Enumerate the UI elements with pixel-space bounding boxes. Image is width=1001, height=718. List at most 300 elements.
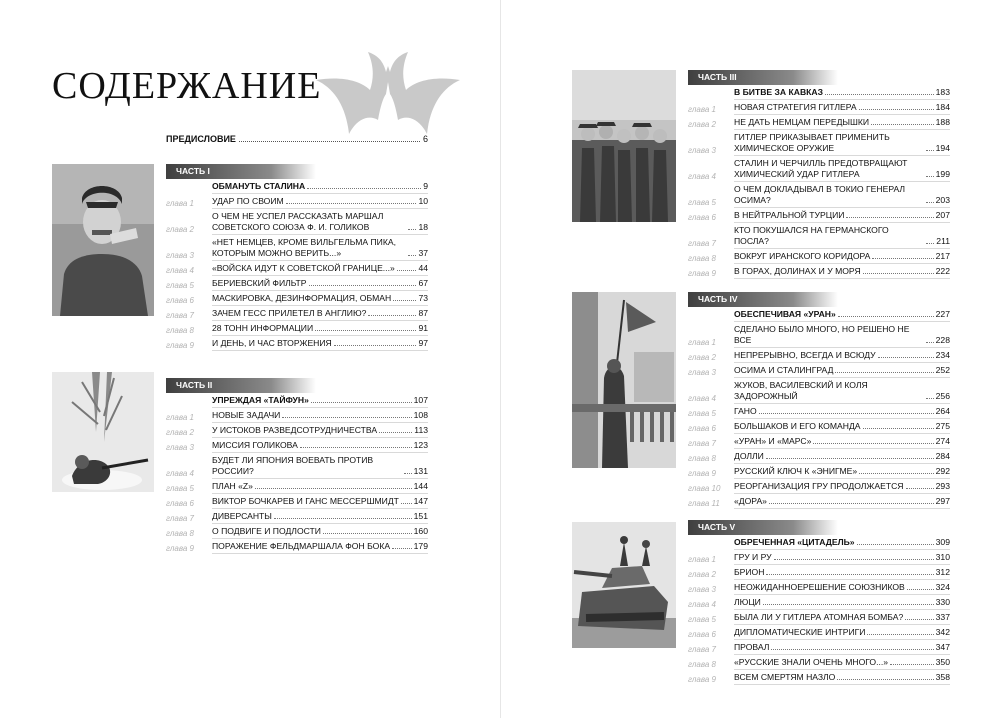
page-number: 358 [935, 672, 950, 682]
chapter-entry[interactable] [166, 440, 428, 453]
chapter-title: ПЛАН «Z» [212, 481, 253, 491]
chapter-label: глава 5 [166, 484, 194, 493]
page-number: 194 [935, 143, 950, 153]
dot-leader [867, 634, 933, 635]
entry-text-wrap [212, 481, 428, 494]
dot-leader [766, 458, 934, 459]
chapter-label: глава 2 [688, 353, 716, 362]
chapter-entry[interactable] [166, 293, 428, 306]
entry-text-wrap [212, 196, 428, 209]
part-title-entry[interactable] [166, 181, 428, 194]
page-number: 147 [413, 496, 428, 506]
page-number: 44 [418, 263, 428, 273]
chapter-label: глава 5 [166, 281, 194, 290]
dot-leader [859, 109, 934, 110]
chapter-title: О ПОДВИГЕ И ПОДЛОСТИ [212, 526, 321, 536]
dot-leader [323, 533, 412, 534]
chapter-entry[interactable] [688, 481, 950, 494]
entry-text-wrap [734, 537, 950, 550]
chapter-title: БУДЕТ ЛИ ЯПОНИЯ ВОЕВАТЬ ПРОТИВ РОССИИ? [212, 455, 374, 476]
page-number: 234 [935, 350, 950, 360]
chapter-entry[interactable] [166, 425, 428, 438]
chapter-entry[interactable] [166, 196, 428, 209]
chapter-title: ЛЮЦИ [734, 597, 761, 607]
entry-text-wrap [734, 309, 950, 322]
chapter-entry[interactable] [166, 308, 428, 321]
chapter-entry[interactable] [688, 436, 950, 449]
entry-text-wrap [734, 102, 950, 115]
chapter-entry[interactable] [688, 597, 950, 610]
chapter-label: глава 9 [688, 269, 716, 278]
dot-leader [813, 443, 933, 444]
entry-text-wrap [734, 350, 950, 363]
entry-text-wrap [212, 263, 428, 276]
entry-text-wrap [734, 582, 950, 595]
chapter-label: глава 4 [688, 394, 716, 403]
chapter-title: В НЕЙТРАЛЬНОЙ ТУРЦИИ [734, 210, 845, 220]
dot-leader [926, 243, 934, 244]
part-3-header: ЧАСТЬ III [688, 70, 838, 85]
chapter-entry[interactable] [688, 102, 950, 115]
page-number: 309 [935, 537, 950, 547]
dot-leader [863, 428, 934, 429]
dot-leader [255, 488, 412, 489]
entry-text-wrap [212, 526, 428, 539]
chapter-title: ОБЕСПЕЧИВАЯ «УРАН» [734, 309, 836, 319]
chapter-entry[interactable] [688, 582, 950, 595]
chapter-label: глава 2 [166, 225, 194, 234]
dot-leader [408, 255, 416, 256]
chapter-label: глава 1 [688, 555, 716, 564]
page-number: 217 [935, 251, 950, 261]
chapter-title: РУССКИЙ КЛЮЧ К «ЭНИГМЕ» [734, 466, 858, 476]
chapter-entry[interactable] [688, 158, 950, 182]
entry-text-wrap [734, 324, 950, 348]
page-number: 337 [935, 612, 950, 622]
page-number: 292 [935, 466, 950, 476]
page-number: 67 [418, 278, 428, 288]
flag-balcony-photo [572, 292, 676, 468]
preface-entry[interactable] [166, 134, 428, 144]
entry-text-wrap [212, 338, 428, 351]
entry-text-wrap [734, 496, 950, 509]
chapter-entry[interactable] [166, 526, 428, 539]
entry-text-wrap [212, 511, 428, 524]
chapter-label: глава 8 [166, 326, 194, 335]
chapter-entry[interactable] [166, 455, 428, 479]
entry-text-wrap [212, 541, 428, 554]
chapter-entry[interactable] [688, 466, 950, 479]
chapter-title: О ЧЕМ ДОКЛАДЫВАЛ В ТОКИО ГЕНЕРАЛ ОСИМА? [734, 184, 906, 205]
entry-text-wrap [734, 225, 950, 249]
chapter-title: НОВАЯ СТРАТЕГИЯ ГИТЛЕРА [734, 102, 857, 112]
page-number: 252 [935, 365, 950, 375]
page-number: 87 [418, 308, 428, 318]
chapter-title: ГРУ И РУ [734, 552, 772, 562]
book-spine [500, 0, 501, 718]
chapter-label: глава 2 [688, 120, 716, 129]
chapter-entry[interactable] [688, 210, 950, 223]
entry-text-wrap [734, 552, 950, 565]
dot-leader [926, 202, 934, 203]
page-number: 227 [935, 309, 950, 319]
soldiers-group-photo [572, 70, 676, 222]
entry-text-wrap [734, 466, 950, 479]
dot-leader [859, 473, 933, 474]
page-number: 18 [418, 222, 428, 232]
chapter-label: глава 7 [688, 439, 716, 448]
chapter-entry[interactable] [688, 552, 950, 565]
chapter-title: БРИОН [734, 567, 765, 577]
part-title-entry[interactable] [688, 87, 950, 100]
dot-leader [379, 432, 412, 433]
entry-text-wrap [734, 567, 950, 580]
chapter-title: УПРЕЖДАЯ «ТАЙФУН» [212, 395, 309, 405]
entry-text-wrap [734, 672, 950, 685]
chapter-title: СТАЛИН И ЧЕРЧИЛЛЬ ПРЕДОТВРАЩАЮТ ХИМИЧЕСКИЙ УДАР ГИТЛЕРА [734, 158, 908, 179]
dot-leader [926, 398, 934, 399]
chapter-label: глава 10 [688, 484, 721, 493]
chapter-title: ГИТЛЕР ПРИКАЗЫВАЕТ ПРИМЕНИТЬ ХИМИЧЕСКОЕ ОРУЖИЕ [734, 132, 890, 153]
chapter-label: глава 8 [688, 454, 716, 463]
bat-emblem-icon [316, 42, 460, 142]
chapter-label: глава 9 [688, 469, 716, 478]
chapter-title: ДОЛЛИ [734, 451, 764, 461]
chapter-label: глава 1 [688, 105, 716, 114]
chapter-label: глава 7 [688, 239, 716, 248]
preface-page: 6 [422, 134, 428, 144]
chapter-entry[interactable] [688, 365, 950, 378]
part-title-entry[interactable] [166, 395, 428, 408]
part-2-header: ЧАСТЬ II [166, 378, 316, 393]
part-4-entries [688, 309, 950, 511]
page-number: 350 [935, 657, 950, 667]
chapter-title: УДАР ПО СВОИМ [212, 196, 284, 206]
entry-text-wrap [734, 421, 950, 434]
entry-text-wrap [212, 181, 428, 194]
chapter-label: глава 5 [688, 615, 716, 624]
page-number: 160 [413, 526, 428, 536]
chapter-label: глава 8 [688, 254, 716, 263]
chapter-title: БОЛЬШАКОВ И ЕГО КОМАНДА [734, 421, 861, 431]
chapter-label: глава 4 [166, 266, 194, 275]
chapter-entry[interactable] [688, 496, 950, 509]
page-number: 151 [413, 511, 428, 521]
dot-leader [907, 589, 934, 590]
chapter-entry[interactable] [688, 184, 950, 208]
entry-text-wrap [734, 251, 950, 264]
chapter-entry[interactable] [688, 642, 950, 655]
chapter-entry[interactable] [688, 324, 950, 348]
chapter-label: глава 6 [688, 424, 716, 433]
entry-text-wrap [734, 266, 950, 279]
chapter-title: В ГОРАХ, ДОЛИНАХ И У МОРЯ [734, 266, 861, 276]
part-3-entries [688, 87, 950, 281]
chapter-title: ВСЕМ СМЕРТЯМ НАЗЛО [734, 672, 836, 682]
chapter-title: ЗАЧЕМ ГЕСС ПРИЛЕТЕЛ В АНГЛИЮ? [212, 308, 367, 318]
chapter-label: глава 9 [688, 675, 716, 684]
chapter-entry[interactable] [166, 278, 428, 291]
page-number: 256 [935, 391, 950, 401]
entry-text-wrap [734, 597, 950, 610]
entry-text-wrap [212, 496, 428, 509]
page-number: 228 [935, 335, 950, 345]
dot-leader [771, 649, 933, 650]
chapter-label: глава 7 [166, 514, 194, 523]
chapter-label: глава 5 [688, 198, 716, 207]
dot-leader [300, 447, 412, 448]
page-number: 274 [935, 436, 950, 446]
chapter-entry[interactable] [688, 612, 950, 625]
entry-text-wrap [212, 425, 428, 438]
chapter-entry[interactable] [688, 406, 950, 419]
chapter-entry[interactable] [688, 567, 950, 580]
chapter-label: глава 2 [166, 428, 194, 437]
chapter-title: НОВЫЕ ЗАДАЧИ [212, 410, 281, 420]
page-number: 179 [413, 541, 428, 551]
chapter-label: глава 6 [166, 296, 194, 305]
chapter-title: О ЧЕМ НЕ УСПЕЛ РАССКАЗАТЬ МАРШАЛ СОВЕТСКОГО СОЮЗА Ф. И. ГОЛИКОВ [212, 211, 384, 232]
part-2-entries [166, 395, 428, 556]
chapter-title: БЕРИЕВСКИЙ ФИЛЬТР [212, 278, 307, 288]
page-number: 312 [935, 567, 950, 577]
dot-leader [392, 548, 412, 549]
chapter-label: глава 7 [166, 311, 194, 320]
chapter-entry[interactable] [166, 481, 428, 494]
part-4-header: ЧАСТЬ IV [688, 292, 838, 307]
chapter-label: глава 1 [166, 199, 194, 208]
chapter-title: ОСИМА И СТАЛИНГРАД [734, 365, 834, 375]
dot-leader [837, 679, 933, 680]
dot-leader [393, 300, 416, 301]
chapter-title: «ВОЙСКА ИДУТ К СОВЕТСКОЙ ГРАНИЦЕ...» [212, 263, 395, 273]
chapter-title: ПОРАЖЕНИЕ ФЕЛЬДМАРШАЛА ФОН БОКА [212, 541, 391, 551]
page-number: 97 [418, 338, 428, 348]
chapter-title: И ДЕНЬ, И ЧАС ВТОРЖЕНИЯ [212, 338, 332, 348]
chapter-label: глава 3 [166, 443, 194, 452]
entry-text-wrap [734, 210, 950, 223]
dot-leader [846, 217, 933, 218]
chapter-entry[interactable] [166, 263, 428, 276]
page-number: 91 [418, 323, 428, 333]
dot-leader [906, 488, 934, 489]
chapter-title: 28 ТОНН ИНФОРМАЦИИ [212, 323, 314, 333]
entry-text-wrap [212, 455, 428, 479]
chapter-title: В БИТВЕ ЗА КАВКАЗ [734, 87, 823, 97]
dot-leader [774, 559, 934, 560]
chapter-entry[interactable] [688, 251, 950, 264]
tank-photo [572, 522, 676, 648]
part-5-entries [688, 537, 950, 687]
entry-text-wrap [734, 184, 950, 208]
chapter-entry[interactable] [166, 511, 428, 524]
dot-leader [239, 141, 420, 142]
entry-text-wrap [734, 117, 950, 130]
chapter-title: ПРОВАЛ [734, 642, 770, 652]
dot-leader [286, 203, 417, 204]
dot-leader [857, 544, 934, 545]
chapter-label: глава 2 [688, 570, 716, 579]
chapter-entry[interactable] [688, 657, 950, 670]
chapter-title: ДИВЕРСАНТЫ [212, 511, 272, 521]
chapter-entry[interactable] [688, 421, 950, 434]
entry-text-wrap [734, 132, 950, 156]
entry-text-wrap [734, 380, 950, 404]
page-number: 108 [413, 410, 428, 420]
dot-leader [368, 315, 416, 316]
chapter-title: НЕ ДАТЬ НЕМЦАМ ПЕРЕДЫШКИ [734, 117, 870, 127]
chapter-label: глава 4 [166, 469, 194, 478]
chapter-entry[interactable] [166, 410, 428, 423]
dot-leader [274, 518, 412, 519]
entry-text-wrap [212, 278, 428, 291]
page-number: 9 [423, 181, 428, 191]
chapter-title: ГАНО [734, 406, 757, 416]
dot-leader [307, 188, 421, 189]
page-number: 310 [935, 552, 950, 562]
page-number: 324 [935, 582, 950, 592]
chapter-entry[interactable] [688, 380, 950, 404]
chapter-title: МИССИЯ ГОЛИКОВА [212, 440, 298, 450]
chapter-entry[interactable] [688, 266, 950, 279]
entry-text-wrap [734, 436, 950, 449]
page-number: 131 [413, 466, 428, 476]
page-number: 330 [935, 597, 950, 607]
chapter-entry[interactable] [688, 132, 950, 156]
page-number: 342 [935, 627, 950, 637]
chapter-entry[interactable] [688, 350, 950, 363]
entry-text-wrap [212, 440, 428, 453]
entry-text-wrap [734, 657, 950, 670]
chapter-title: ОБМАНУТЬ СТАЛИНА [212, 181, 306, 191]
page-number: 199 [935, 169, 950, 179]
part-title-entry[interactable] [688, 309, 950, 322]
chapter-entry[interactable] [688, 451, 950, 464]
chapter-title: СДЕЛАНО БЫЛО МНОГО, НО РЕШЕНО НЕ ВСЕ [734, 324, 910, 345]
dot-leader [926, 176, 934, 177]
entry-text-wrap [734, 642, 950, 655]
page-number: 222 [935, 266, 950, 276]
winter-soldier-photo [52, 372, 154, 492]
chapter-label: глава 4 [688, 172, 716, 181]
chapter-title: «УРАН» И «МАРС» [734, 436, 812, 446]
page-number: 73 [418, 293, 428, 303]
chapter-entry[interactable] [688, 627, 950, 640]
dot-leader [315, 330, 416, 331]
chapter-title: НЕПРЕРЫВНО, ВСЕГДА И ВСЮДУ [734, 350, 876, 360]
chapter-title: У ИСТОКОВ РАЗВЕДСОТРУДНИЧЕСТВА [212, 425, 378, 435]
entry-text-wrap [212, 308, 428, 321]
page-number: 107 [413, 395, 428, 405]
dot-leader [872, 258, 933, 259]
chapter-title: БЫЛА ЛИ У ГИТЛЕРА АТОМНАЯ БОМБА? [734, 612, 904, 622]
chapter-entry[interactable] [166, 541, 428, 554]
chapter-label: глава 9 [166, 544, 194, 553]
chapter-entry[interactable] [688, 225, 950, 249]
chapter-entry[interactable] [688, 117, 950, 130]
entry-text-wrap [734, 87, 950, 100]
entry-text-wrap [734, 158, 950, 182]
dot-leader [905, 619, 933, 620]
entry-text-wrap [734, 365, 950, 378]
page-number: 37 [418, 248, 428, 258]
entry-text-wrap [212, 237, 428, 261]
page-number: 10 [418, 196, 428, 206]
entry-text-wrap [212, 323, 428, 336]
chapter-title: ДИПЛОМАТИЧЕСКИЕ ИНТРИГИ [734, 627, 866, 637]
dot-leader [926, 150, 934, 151]
chapter-label: глава 6 [688, 213, 716, 222]
chapter-entry[interactable] [688, 672, 950, 685]
chapter-label: глава 6 [166, 499, 194, 508]
page-number: 275 [935, 421, 950, 431]
chapter-title: РЕОРГАНИЗАЦИЯ ГРУ ПРОДОЛЖАЕТСЯ [734, 481, 904, 491]
chapter-label: глава 6 [688, 630, 716, 639]
chapter-label: глава 1 [688, 338, 716, 347]
entry-text-wrap [212, 395, 428, 408]
part-5-header: ЧАСТЬ V [688, 520, 838, 535]
dot-leader [890, 664, 934, 665]
dot-leader [769, 503, 934, 504]
dot-leader [863, 273, 934, 274]
chapter-title: «НЕТ НЕМЦЕВ, КРОМЕ ВИЛЬГЕЛЬМА ПИКА, КОТОРЫМ МОЖНО ВЕРИТЬ...» [212, 237, 396, 258]
dot-leader [871, 124, 934, 125]
chapter-title: ВОКРУГ ИРАНСКОГО КОРИДОРА [734, 251, 871, 261]
chapter-title: «РУССКИЕ ЗНАЛИ ОЧЕНЬ МНОГО...» [734, 657, 889, 667]
page-number: 188 [935, 117, 950, 127]
chapter-label: глава 3 [688, 146, 716, 155]
dot-leader [763, 604, 934, 605]
dot-leader [926, 342, 934, 343]
chapter-label: глава 5 [688, 409, 716, 418]
chapter-label: глава 1 [166, 413, 194, 422]
page-number: 183 [935, 87, 950, 97]
page-number: 264 [935, 406, 950, 416]
dot-leader [334, 345, 417, 346]
chapter-label: глава 3 [166, 251, 194, 260]
entry-text-wrap [734, 406, 950, 419]
page-title: СОДЕРЖАНИЕ [52, 65, 322, 107]
chapter-entry[interactable] [166, 237, 428, 261]
chapter-entry[interactable] [166, 323, 428, 336]
chapter-label: глава 3 [688, 585, 716, 594]
chapter-label: глава 8 [166, 529, 194, 538]
chapter-label: глава 8 [688, 660, 716, 669]
chapter-title: ОБРЕЧЕННАЯ «ЦИТАДЕЛЬ» [734, 537, 855, 547]
dot-leader [408, 229, 416, 230]
dot-leader [766, 574, 933, 575]
dot-leader [309, 285, 417, 286]
chapter-title: КТО ПОКУШАЛСЯ НА ГЕРМАНСКОГО ПОСЛА? [734, 225, 889, 246]
stalin-portrait-photo [52, 164, 154, 316]
chapter-title: МАСКИРОВКА, ДЕЗИНФОРМАЦИЯ, ОБМАН [212, 293, 392, 303]
part-1-entries [166, 181, 428, 353]
chapter-title: НЕОЖИДАННОЕРЕШЕНИЕ СОЮЗНИКОВ [734, 582, 905, 592]
dot-leader [311, 402, 412, 403]
page-number: 207 [935, 210, 950, 220]
entry-text-wrap [734, 481, 950, 494]
chapter-label: глава 9 [166, 341, 194, 350]
part-title-entry[interactable] [688, 537, 950, 550]
chapter-entry[interactable] [166, 496, 428, 509]
page-number: 184 [935, 102, 950, 112]
page-number: 293 [935, 481, 950, 491]
chapter-title: ЖУКОВ, ВАСИЛЕВСКИЙ И КОЛЯ ЗАДОРОЖНЫЙ [734, 380, 868, 401]
chapter-label: глава 3 [688, 368, 716, 377]
page-number: 211 [936, 236, 950, 246]
chapter-entry[interactable] [166, 211, 428, 235]
chapter-entry[interactable] [166, 338, 428, 351]
